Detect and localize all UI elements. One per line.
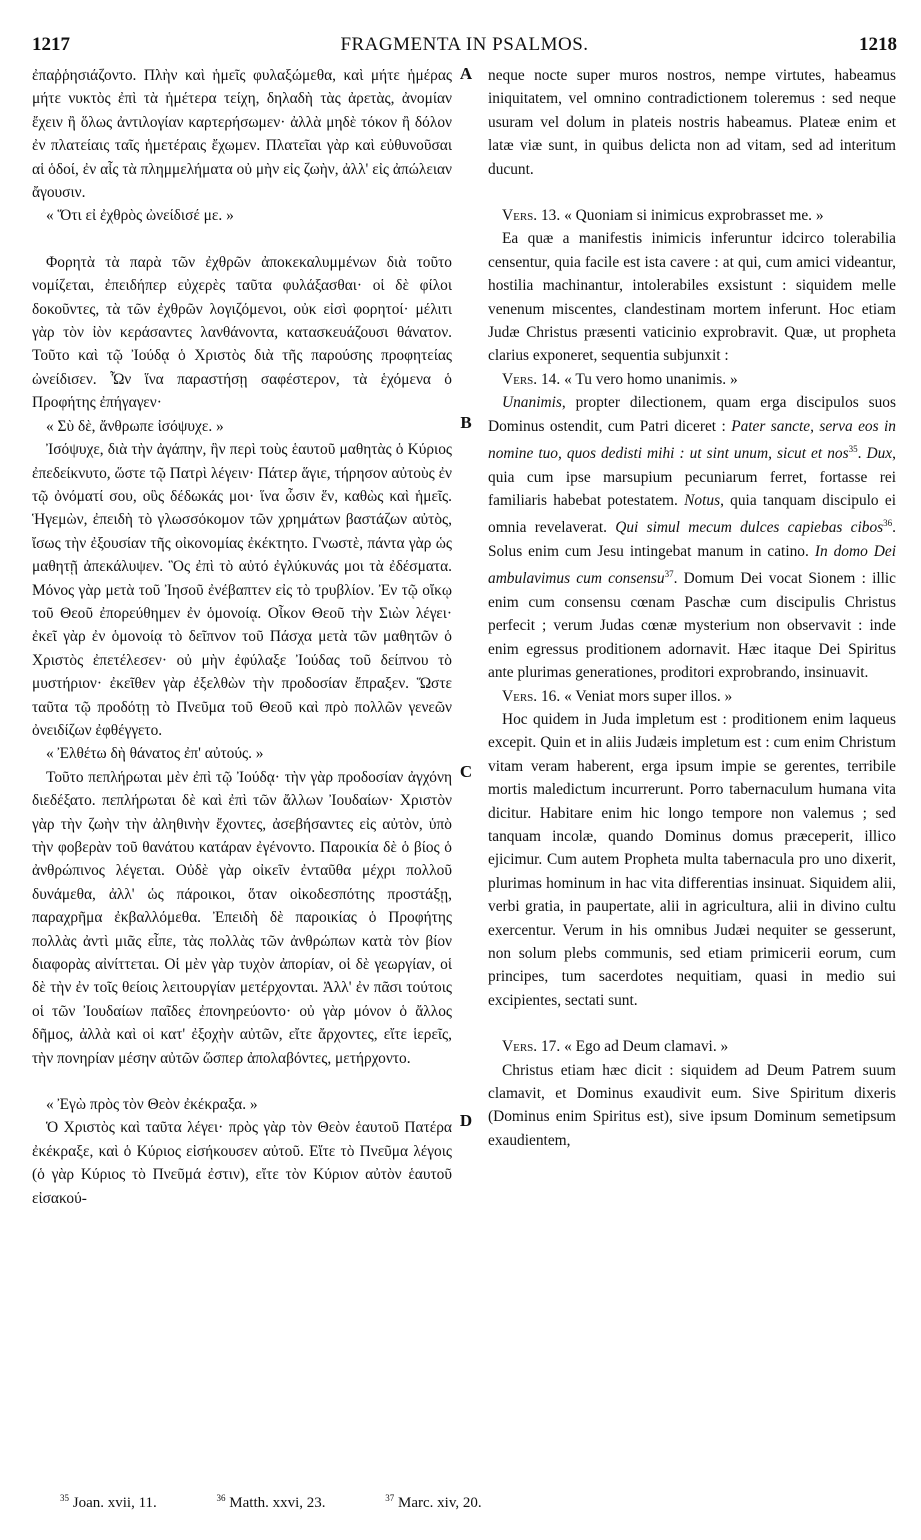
footnotes <box>60 1493 891 1512</box>
greek-lemma: « Ὅτι εἰ ἐχθρὸς ὠνείδισέ με. » <box>46 207 234 225</box>
greek-paragraph: Ὁ Χριστὸς καὶ ταῦτα λέγει· πρὸς γὰρ τὸν Θεὸν ἑαυτοῦ Πατέρα ἐκέκραξε, καὶ ὁ Κύριος εἰσήκουσεν αὐτοῦ. Εἴτε τὸ Πνεῦμα λέγοις (ὁ γὰρ Κύριος τὸ Πνεῦμά ἐστιν), εἴτε τὸν Κύριον αὐτὸν ἑαυτοῦ εἰσακού- <box>32 1119 452 1207</box>
latin-paragraph: Unanimis, propter dilectionem, quam erga discipulos suos Dominus ostendit, cum Patri diceret : Pater sancte, serva eos in nomine tuo, quos dedisti mihi : ut sint unum, sicut et nos$^{35}$. Dux, quia cum ipse marsupium pecuniarum ferret, fortasse rei familiaris habebat potestatem. Notus, quia tanquam discipulo ei omnia revelaverat. Qui simul mecum dulces capiebas cibos$^{36}$. Solus enim cum Jesu intingebat manum in catino. In domo Dei ambulavimus cum consensu$^{37}$. Domum Dei vocat Sionem : illic enim cum consensu cœnam Paschæ cum discipulis Christus perfecit ; verum Judas cœnæ mysterium non observavit : inde enim egressus proditionem adornavit. Hæc itaque Dei Spiritus ante plurimas generationes, proditori exprobrando, insinuavit. <box>488 394 897 682</box>
latin-paragraph: Ea quæ a manifestis inimicis inferuntur idcirco tolerabilia censentur, quia facile est ista cavere : at qui, cum amici videantur, hostilia machinantur, intolerabiles exsistunt : siquidem melle venenum miscentes, clandestinam mortem inferunt. Hoc etiam Judæ Christus præsenti vaticinio exprobravit. Quæ, ut propheta clarius exponeret, sequentia subjunxit : <box>488 230 896 365</box>
footnote-ref: 37 <box>664 569 674 580</box>
latin-paragraph: Hoc quidem in Juda impletum est : proditionem enim laqueus excepit. Quin et in aliis Judæis impletum est : cum enim Christum vitam veram haberent, erga ipsum impie se gerentes, terribile mortis maledictum incurrerunt. Porro tabernaculum humana vita dicitur. Habitare enim hic longo tempore non valemus ; sed tanquam incolæ, quando Dominus domus præceperit, illico ejicimur. Cum autem Propheta multa tabernacula pro uno dixerit, plurimas hominum in hac vita differentias insinuat. Siquidem alii, verbi gratia, in paupertate, alii in agricultura, alii in divino cultu exercentur. Verum in his omnibus Judæi nequiter se gesserunt, non solum plebs communis, sed etiam primicerii eorum, cum principes, tum sacerdotes nequitiam, quasi in medio sui excipientes, sectati sunt. <box>488 710 896 1009</box>
margin-marker-d: D <box>459 1111 473 1130</box>
footnote-ref: 35 <box>848 444 858 455</box>
verse-quote: « Tu vero homo unanimis. » <box>564 370 738 388</box>
margin-marker-b: B <box>460 413 472 432</box>
page-number-right: 1218 <box>859 34 897 55</box>
greek-column <box>32 64 452 1210</box>
verse-number: Vers. 17. <box>502 1038 561 1056</box>
greek-lemma: « Ἐγὼ πρὸς τὸν Θεὸν ἐκέκραξα. » <box>46 1096 258 1114</box>
footnote: $^{35}$ Joan. xvii, 11. <box>60 1493 157 1511</box>
footnote: $^{37}$ Marc. xiv, 20. <box>385 1493 482 1511</box>
latin-paragraph: neque nocte super muros nostros, nempe virtutes, habeamus iniquitatem, vel omnino contradictionem toleremus : sed neque usuram vel dolum in plateis nostris habeamus. Plateæ enim et latæ viæ sunt, in quibus delicta non ad vitam, sed ad interitum ducunt. <box>488 67 896 178</box>
verse-heading <box>488 685 896 708</box>
margin-marker-c: C <box>459 762 473 781</box>
latin-paragraph: Christus etiam hæc dicit : siquidem ad Deum Patrem suum clamavit, et Dominus exaudivit eum. Sive Spiritum dixeris (Dominus enim Spiritus est), sive ipsum Dominum semetipsum exaudientem, <box>488 1061 896 1149</box>
verse-number: Vers. 14. <box>502 370 561 388</box>
greek-paragraph: Ἰσόψυχε, διὰ τὴν ἀγάπην, ἣν περὶ τοὺς ἑαυτοῦ μαθητὰς ὁ Κύριος ἐπεδείκνυτο, ὥστε τῷ Πατρὶ λέγειν· Πάτερ ἅγιε, τήρησον αὐτοὺς ἐν τῷ ὀνόματί σου, οὓς δέδωκάς μοι· ἵνα ὦσιν ἕν, καθὼς καὶ ἡμεῖς. Ἡγεμὼν, ἐπειδὴ τὸ γλωσσόκομον τῶν χρημάτων βαστάζων αὐτὸς, ἴσως τὴν ἐξουσίαν τῆς οἰκονομίας ἐκέκτητο. Γνωστὲ, πάντα γὰρ ὡς μαθητῇ ἀπεκάλυψεν. Ὃς ἐπὶ τὸ αὐτό ἐγλύκυνάς μοι τὰ ἐδέσματα. Μόνος γὰρ μετὰ τοῦ Ἰησοῦ ἐνέβαπτεν εἰς τὸ τρυβλίον. Ἐν τῷ οἴκῳ τοῦ Θεοῦ ἐπορεύθημεν ἐν ὁμονοίᾳ. Οἶκον Θεοῦ τὴν Σιὼν λέγει· ἐκεῖ γὰρ ἐν ὁμονοίᾳ τὸ δεῖπνον τοῦ Πάσχα μετὰ τῶν μαθητῶν ὁ Χριστὸς ἐπετέλεσεν· οὐ μὴν ἐφύλαξε Ἰούδας τοῦ δείπνου τὸ μυστήριον· ἐκεῖθεν γὰρ ἐξελθὼν τὴν προδοσίαν ἔπραξεν. Ὥστε ταῦτα τῷ προδότῃ τὸ Πνεῦμα τοῦ Θεοῦ καὶ πρὸ πολλῶν γενεῶν ὀνειδίζων ἐφθέγγετο. <box>32 441 452 739</box>
verse-heading <box>488 368 896 391</box>
footnote: $^{36}$ Matth. xxvi, 23. <box>216 1493 326 1511</box>
verse-quote: « Veniat mors super illos. » <box>564 687 733 705</box>
greek-paragraph: Τοῦτο πεπλήρωται μὲν ἐπὶ τῷ Ἰούδᾳ· τὴν γὰρ προδοσίαν ἀγχόνη διεδέξατο. πεπλήρωται δὲ καὶ ἐπὶ τῶν ἄλλων Ἰουδαίων· Χριστὸν γὰρ τὴν ζωὴν τὴν ἀληθινὴν ἔχοντες, ἀσεβήσαντες εἰς αὐτὸν, ὑπὸ τὴν φοβερὰν τοῦ θανάτου κατάραν ἐγένοντο. Παροικία δὲ ὁ βίος ὁ ἀνθρώπινος λέγεται. Οὐδὲ γὰρ οἰκεῖν ἐνταῦθα μέχρι πολλοῦ δυνάμεθα, ἀλλ' ὡς πάροικοι, ὅταν οἰκοδεσπότης προστάξῃ, παραχρῆμα ἐκβαλλόμεθα. Ἐπειδὴ δὲ παροικίας ὁ Προφήτης πολλὰς ἀντὶ μιᾶς εἶπε, τὰς πολλὰς τῶν ἀνθρώπων κατὰ τὸν βίον διαφορὰς αἰνίττεται. Οἱ μὲν γὰρ τυχὸν ἀπορίαν, οἱ δὲ γεωργίαν, οἱ δὲ τὴν ἐν τοῖς θείοις λειτουργίαν μετέρχονται. Ἀλλ' ἐν πᾶσι τούτοις οἱ τῶν Ἰουδαίων παῖδες ἐπονηρεύοντο· οὐ γὰρ μόνον ὁ ἄλλος δῆμος, ἀλλὰ καὶ οἱ κατ' ἐξοχὴν αὐτῶν, εἴτε ἄρχοντες, εἴτε ἱερεῖς, τὴν πονηρίαν μέσην αὐτῶν ὥσπερ ἀπολαβόντες, μετήρχοντο. <box>32 768 452 1067</box>
verse-heading <box>488 1035 896 1058</box>
page-header <box>32 34 897 62</box>
verse-heading <box>488 204 896 227</box>
greek-lemma: « Σὺ δὲ, ἄνθρωπε ἰσόψυχε. » <box>46 417 224 435</box>
running-title: FRAGMENTA IN PSALMOS. <box>340 34 589 55</box>
greek-lemma: « Ἐλθέτω δὴ θάνατος ἐπ' αὐτούς. » <box>46 745 264 763</box>
verse-number: Vers. 16. <box>502 687 561 705</box>
greek-paragraph: ἐπαῤῥησιάζοντο. Πλὴν καὶ ἡμεῖς φυλαξώμεθα, καὶ μήτε ἡμέρας μήτε νυκτὸς ἐπὶ τὰ ἡμέτερα τείχη, δηλαδὴ τὰς ἀρετὰς, ἀνομίαν ἔχειν ἢ ὅλως ἀντιλογίαν καρτερήσωμεν· ἀλλὰ μηδὲ τόκον ἢ δόλον ἐν πλατείαις ταῖς ἡμετέραις ἔχωμεν. Πλατεῖαι γὰρ καὶ εὐθυνοῦσαι αἱ ὁδοί, ἐν αἷς τὰ πλημμελήματα οὐ μὴν εἰς ζωὴν, ἀλλ' εἰς ἀπώλειαν ἄγουσιν. <box>32 67 452 202</box>
page-number-left: 1217 <box>32 34 70 55</box>
footnote-ref: 36 <box>883 518 893 529</box>
verse-quote: « Ego ad Deum clamavi. » <box>564 1038 729 1056</box>
margin-marker-a: A <box>459 64 473 83</box>
greek-paragraph: Φορητὰ τὰ παρὰ τῶν ἐχθρῶν ἀποκεκαλυμμένων διὰ τοῦτο νομίζεται, ἐπειδήπερ εὐχερὲς ταῦτα φυλάξασθαι· οἱ δὲ φίλοι δοκοῦντες, τὰ τῶν ἐχθρῶν λογιζόμενοι, οὐκ εἰσὶ φορητοί· μέλιτι γὰρ τὸν ἰὸν κεράσαντες λανθάνοντα, κατασκευάζουσι θάνατον. Τοῦτο καὶ τῷ Ἰούδᾳ ὁ Χριστὸς διὰ τῆς παρούσης προφητείας ὠνείδισεν. Ὧν ἵνα παραστήσῃ σαφέστερον, τὰ ἑχόμενα ὁ Προφήτης ἐπήγαγεν· <box>32 253 452 412</box>
verse-quote: « Quoniam si inimicus exprobrasset me. » <box>564 207 824 225</box>
verse-number: Vers. 13. <box>502 207 561 225</box>
latin-column <box>488 64 896 1152</box>
